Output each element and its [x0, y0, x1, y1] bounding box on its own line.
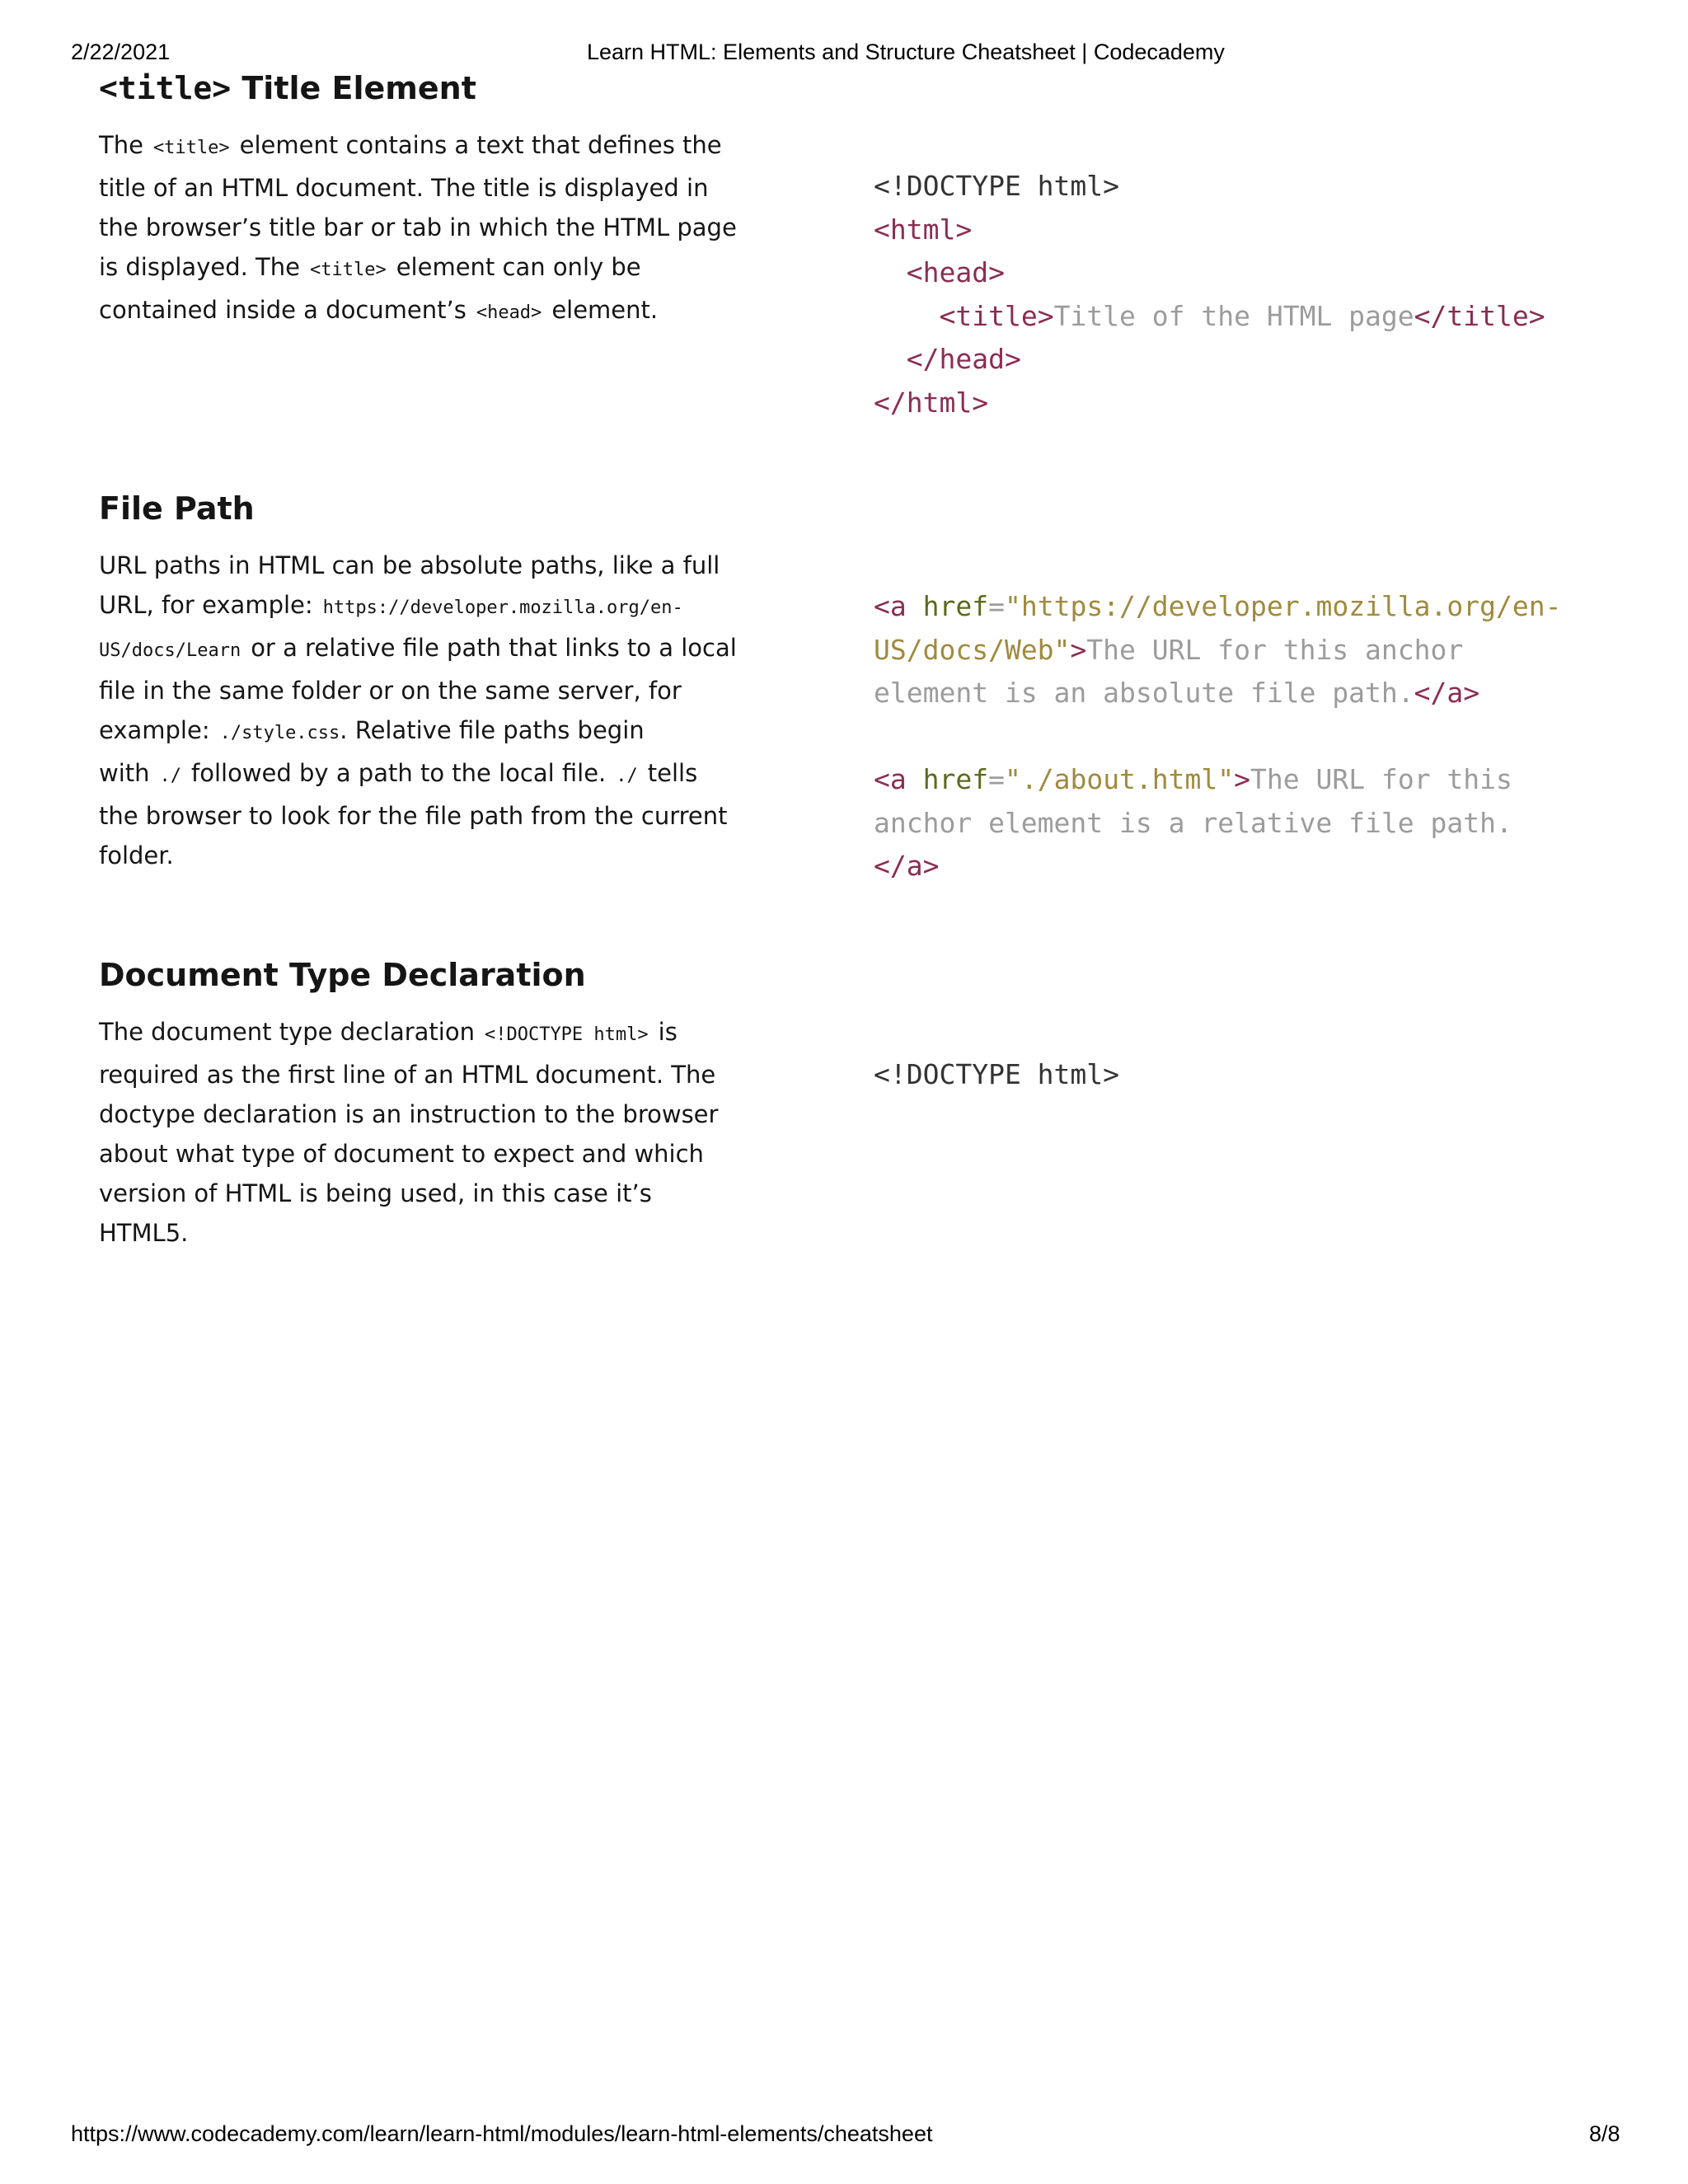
code-token: <a: [874, 590, 907, 622]
code-token: href: [922, 590, 989, 622]
code-token: "https://developer.mozilla.org/en-: [1004, 590, 1562, 622]
desc-text: tells the browser to look for the file path from the current folder.: [99, 759, 728, 869]
desc-text: The document type declaration: [99, 1018, 475, 1046]
desc-text: followed by a path to the local file.: [191, 759, 607, 787]
section-file-path: [99, 488, 1566, 882]
code-token: <head>: [906, 256, 1005, 288]
code-token: </a>: [1414, 677, 1480, 709]
inline-code: <head>: [476, 302, 542, 323]
code-token: >: [1234, 763, 1251, 795]
section-description: [99, 546, 742, 875]
section-heading: File Path: [99, 490, 255, 527]
code-token: href: [922, 763, 989, 795]
section-description: [99, 125, 742, 333]
code-token: Title of the HTML page: [1053, 299, 1414, 332]
code-token: <a: [874, 763, 907, 795]
desc-text: is required as the first line of an HTML document. The doctype declaration is an instruction to the browser about what type of document to expect and which version of HTML is being used, in this case it’s HTML5.: [99, 1018, 719, 1247]
code-token: </a>: [874, 850, 940, 882]
code-token: </html>: [874, 386, 989, 419]
code-token: </title>: [1414, 299, 1545, 332]
code-token: anchor element is a relative file path.: [874, 806, 1512, 839]
section-description: [99, 1012, 742, 1253]
code-token: >: [1070, 633, 1087, 666]
heading-code: <title>: [99, 70, 232, 106]
code-token: element is an absolute file path.: [874, 677, 1414, 709]
code-example: [874, 585, 1566, 888]
heading-text: Title Element: [231, 70, 476, 106]
code-token: US/docs/Web": [874, 633, 1071, 666]
inline-code: <title>: [152, 138, 230, 158]
section-heading: [99, 68, 1566, 109]
section-title-element: [99, 68, 1566, 419]
inline-code: <!DOCTYPE html>: [484, 1024, 649, 1045]
inline-code: ./style.css: [219, 723, 340, 743]
print-date: 2/22/2021: [71, 40, 171, 64]
print-url: https://www.codecademy.com/learn/learn-html/modules/learn-html-elements/cheatsheet: [71, 2121, 933, 2146]
desc-text: element can only be contained inside a document’s: [99, 253, 641, 324]
code-token: </head>: [906, 343, 1021, 375]
code-token: The URL for this: [1250, 763, 1512, 795]
code-example: [874, 1053, 1566, 1097]
inline-code: ./: [159, 766, 182, 786]
section-heading: Document Type Declaration: [99, 957, 586, 993]
desc-text: . Relative file paths begin with: [99, 716, 645, 787]
code-token: <title>: [939, 299, 1054, 332]
desc-text: or a relative file path that links to a local file in the same folder or on the same server, for example:: [99, 634, 737, 744]
section-doctype: [99, 954, 1566, 1247]
desc-text: The: [99, 131, 143, 159]
code-token: <html>: [874, 213, 973, 246]
code-token: <!DOCTYPE html>: [874, 1058, 1120, 1090]
code-token: "./about.html": [1004, 763, 1235, 795]
inline-code: ./: [616, 766, 638, 786]
code-example: [874, 165, 1566, 424]
inline-code: https://developer.mozilla.org/en-US/docs/Learn: [99, 598, 683, 661]
code-token: =: [988, 590, 1005, 622]
desc-text: URL paths in HTML can be absolute paths, like a full URL, for example:: [99, 551, 720, 619]
code-token: The URL for this anchor: [1086, 633, 1464, 666]
print-page-title: Learn HTML: Elements and Structure Cheatsheet | Codecademy: [587, 40, 1225, 64]
desc-text: element.: [551, 296, 659, 324]
inline-code: <title>: [309, 260, 387, 280]
desc-text: element contains a text that defines the title of an HTML document. The title is displayed in the browser’s title bar or tab in which the HTML page is displayed. The: [99, 131, 737, 281]
print-page-number: 8/8: [1589, 2121, 1620, 2146]
code-token: =: [988, 763, 1005, 795]
code-token: <!DOCTYPE html>: [874, 170, 1120, 202]
